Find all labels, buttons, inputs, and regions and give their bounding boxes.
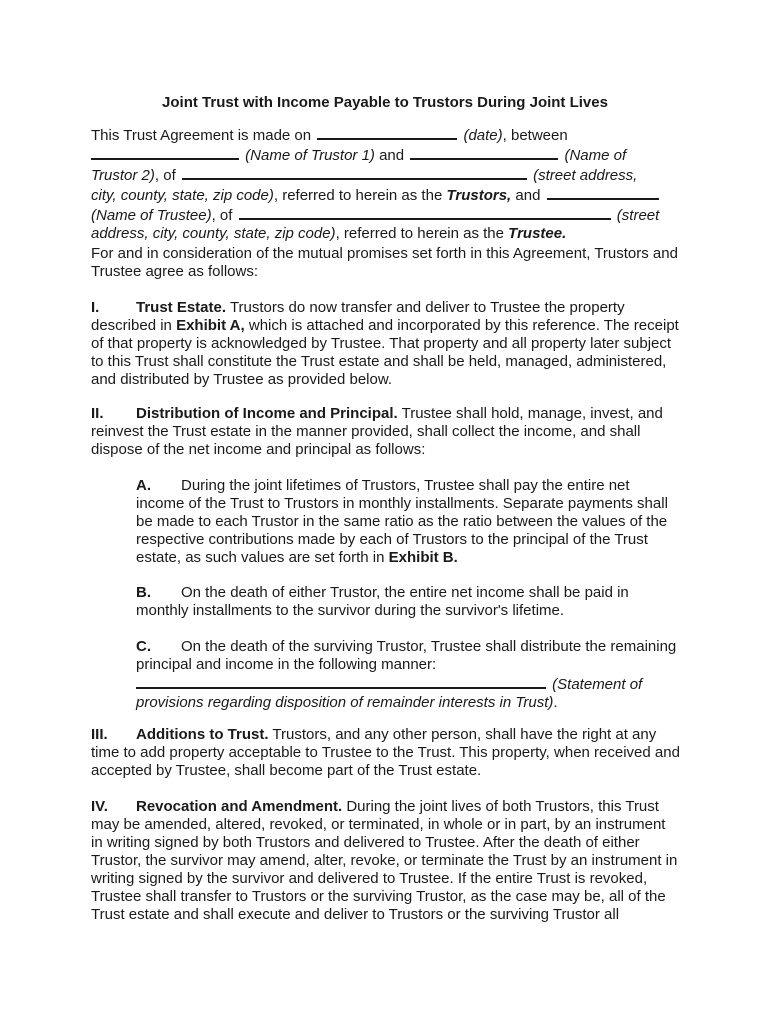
- subsection-2a: A. During the joint lifetimes of Trustors, Trustee shall pay the entire net income of the Trust to Trustors in monthly installments. Separate payments shall be made to each Trustor in the same ratio as the ratio between the values of the respective contributions made by each of Trustors to the principal of the Trust estate, as such values are set forth in Exhibit B.: [136, 477, 668, 566]
- section-number: II.: [91, 405, 104, 422]
- section-2: II. Distribution of Income and Principal. Trustee shall hold, manage, invest, and reinvest the Trust estate in the manner provided, shall collect the income, and shall dispose of the net income and principal as follows:: [91, 405, 663, 458]
- trustor2-blank[interactable]: [410, 145, 558, 160]
- section-number: III.: [91, 726, 108, 743]
- section-1: I. Trust Estate. Trustors do now transfer and deliver to Trustee the property described in Exhibit A, which is attached and incorporated by this reference. The receipt of that property is acknowledged by Trustee. That property and all property later subject to this Trust shall constitute the Trust estate and shall be held, managed, administered, and distributed by Trustee as provided below.: [91, 299, 679, 388]
- date-blank[interactable]: [317, 125, 457, 140]
- intro-paragraph: [91, 125, 681, 243]
- remainder-provisions-blank[interactable]: [136, 674, 546, 689]
- trustor1-blank[interactable]: [91, 145, 239, 160]
- section-4: IV. Revocation and Amendment. During the joint lives of both Trustors, this Trust may be amended, altered, revoked, or terminated, in whole or in part, by an instrument in writing signed by both Trustors and delivered to Trustee. After the death of either Trustor, the survivor may amend, alter, revoke, or terminate the Trust by an instrument in writing signed by the survivor and delivered to Trustee. If the entire Trust is revoked, Trustee shall transfer to Trustors or the surviving Trustor, as the case may be, all of the Trust estate and shall execute and deliver to Trustors or the surviving Trustor all: [91, 798, 678, 923]
- subsection-2c: C. On the death of the surviving Trustor, Trustee shall distribute the remaining principal and income in the following manner: (Statement of provisions regarding disposition of remainder interests in Trust).: [136, 638, 677, 711]
- intro-line-4: city, county, state, zip code), referred to herein as the Trustors, and: [91, 185, 681, 205]
- section-heading: Distribution of Income and Principal.: [136, 405, 398, 422]
- section-heading: Additions to Trust.: [136, 726, 269, 743]
- trustors-address-blank[interactable]: [182, 165, 527, 180]
- consideration-paragraph: For and in consideration of the mutual promises set forth in this Agreement, Trustors and Trustee agree as follows:: [91, 245, 678, 280]
- intro-line-6: address, city, county, state, zip code), referred to herein as the Trustee.: [91, 225, 567, 242]
- intro-line-2: (Name of Trustor 1) and (Name of: [91, 145, 681, 165]
- intro-line-5: (Name of Trustee), of (street: [91, 207, 660, 224]
- trustee-name-blank[interactable]: [547, 185, 659, 200]
- trustee-address-blank[interactable]: [239, 205, 611, 220]
- intro-line-3: Trustor 2), of (street address,: [91, 167, 638, 184]
- section-heading: Revocation and Amendment.: [136, 798, 343, 815]
- section-3: III. Additions to Trust. Trustors, and any other person, shall have the right at any time to add property acceptable to Trustee to the Trust. This property, when received and accepted by Trustee, shall become part of the Trust estate.: [91, 726, 680, 779]
- section-heading: Trust Estate.: [136, 299, 227, 316]
- section-number: I.: [91, 299, 100, 316]
- document-title: Joint Trust with Income Payable to Trustors During Joint Lives: [162, 94, 608, 111]
- section-number: IV.: [91, 798, 108, 815]
- subsection-2b: B. On the death of either Trustor, the entire net income shall be paid in monthly installments to the survivor during the survivor's lifetime.: [136, 584, 629, 619]
- intro-line-1: This Trust Agreement is made on (date), between: [91, 127, 568, 144]
